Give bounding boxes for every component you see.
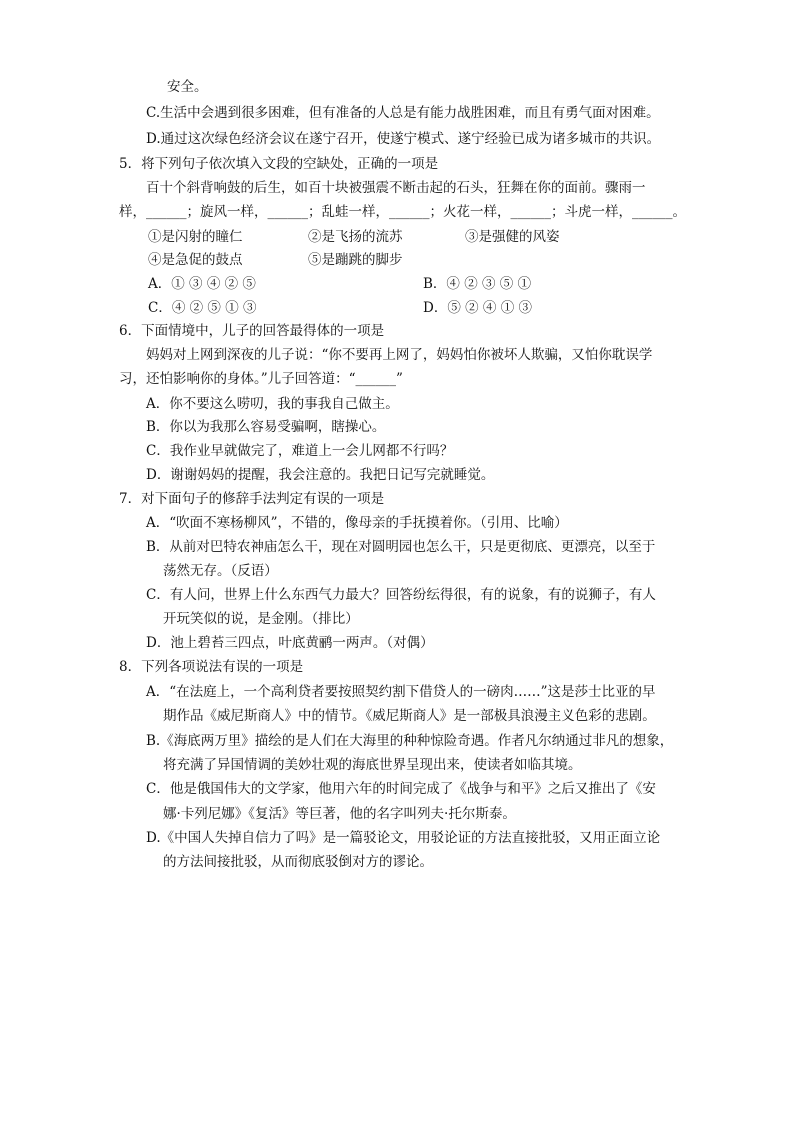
question-5-sentence-2: ②是飞扬的流苏 [308, 229, 403, 245]
question-5-option-a: A．① ③ ④ ② ⑤ [148, 276, 256, 292]
question-7-option-d: D．池上碧苔三四点，叶底黄鹂一两声。（对偶） [146, 635, 434, 651]
question-5-option-b: B．④ ② ③ ⑤ ① [423, 276, 532, 292]
question-6-option-a: A．你不要这么唠叨，我的事我自己做主。 [146, 396, 399, 412]
question-5-sentence-1: ①是闪射的瞳仁 [148, 229, 243, 245]
question-8-option-b-line-2: 将充满了异国情调的美妙壮观的海底世界呈现出来，使读者如临其境。 [163, 757, 582, 773]
question-8-option-a-line-2: 期作品《威尼斯商人》中的情节。《威尼斯商人》是一部极具浪漫主义色彩的悲剧。 [163, 708, 656, 724]
question-7-option-c-line-2: 开玩笑似的说，是金刚。（排比） [163, 611, 359, 627]
question-8-option-a-line-1: A．“在法庭上，一个高利贷者要按照契约割下借贷人的一磅肉……”这是莎士比亚的早 [146, 684, 656, 700]
question-8-option-c-line-1: C．他是俄国伟大的文学家，他用六年的时间完成了《战争与和平》之后又推出了《安 [146, 781, 656, 797]
question-5-option-d: D．⑤ ② ④ ① ③ [423, 300, 532, 316]
question-8-stem: 8．下列各项说法有误的一项是 [119, 659, 304, 675]
question-8-option-c-line-2: 娜·卡列尼娜》《复活》等巨著，他的名字叫列夫·托尔斯泰。 [163, 806, 516, 822]
option-c: C.生活中会遇到很多困难，但有准备的人总是有能力战胜困难，而且有勇气面对困难。 [146, 105, 660, 121]
question-5-option-c: C．④ ② ⑤ ① ③ [148, 300, 257, 316]
question-7-option-b-line-2: 荡然无存。（反语） [163, 563, 278, 579]
question-5-sentence-5: ⑤是蹦跳的脚步 [308, 252, 403, 268]
question-7-stem: 7．对下面句子的修辞手法判定有误的一项是 [119, 491, 385, 507]
question-6-stem: 6．下面情境中，儿子的回答最得体的一项是 [119, 323, 385, 339]
question-5-passage-line-2: 样，______；旋风一样，______；乱蛙一样，______；火花一样，______；斗虎一样，______。 [119, 204, 686, 220]
question-7-option-b-line-1: B．从前对巴特农神庙怎么干，现在对圆明园也怎么干，只是更彻底、更漂亮，以至于 [146, 539, 656, 555]
question-6-option-c: C．我作业早就做完了，难道上一会儿网都不行吗？ [146, 443, 454, 459]
question-8-option-d-line-1: D.《中国人失掉自信力了吗》是一篇驳论文，用驳论证的方法直接批驳，又用正面立论 [146, 830, 661, 846]
option-d: D.通过这次绿色经济会议在遂宁召开，使遂宁模式、遂宁经验已成为诸多城市的共识。 [146, 131, 661, 147]
question-6-passage-line-2: 习，还怕影响你的身体。”儿子回答道：“______” [119, 371, 403, 387]
option-b-continuation: 安全。 [167, 79, 208, 95]
question-6-option-d: D．谢谢妈妈的提醒，我会注意的。我把日记写完就睡觉。 [146, 467, 495, 483]
question-5-passage-line-1: 百十个斜背响鼓的后生，如百十块被强震不断击起的石头，狂舞在你的面前。骤雨一 [146, 180, 646, 196]
question-7-option-a: A．“吹面不寒杨柳风”，不错的，像母亲的手抚摸着你。（引用、比喻） [146, 515, 568, 531]
question-8-option-d-line-2: 的方法间接批驳，从而彻底驳倒对方的谬论。 [163, 854, 433, 870]
question-5-stem: 5．将下列句子依次填入文段的空缺处，正确的一项是 [119, 156, 439, 172]
question-6-option-b: B．你以为我那么容易受骗啊，瞎操心。 [146, 419, 386, 435]
question-5-sentence-4: ④是急促的鼓点 [148, 252, 243, 268]
question-5-sentence-3: ③是强健的风姿 [465, 229, 560, 245]
question-7-option-c-line-1: C．有人问，世界上什么东西气力最大？回答纷纭得很，有的说象，有的说狮子，有人 [146, 587, 656, 603]
question-8-option-b-line-1: B.《海底两万里》描绘的是人们在大海里的种种惊险奇遇。作者凡尔纳通过非凡的想象， [146, 733, 674, 749]
question-6-passage-line-1: 妈妈对上网到深夜的儿子说：“你不要再上网了，妈妈怕你被坏人欺骗，又怕你耽误学 [146, 347, 653, 363]
